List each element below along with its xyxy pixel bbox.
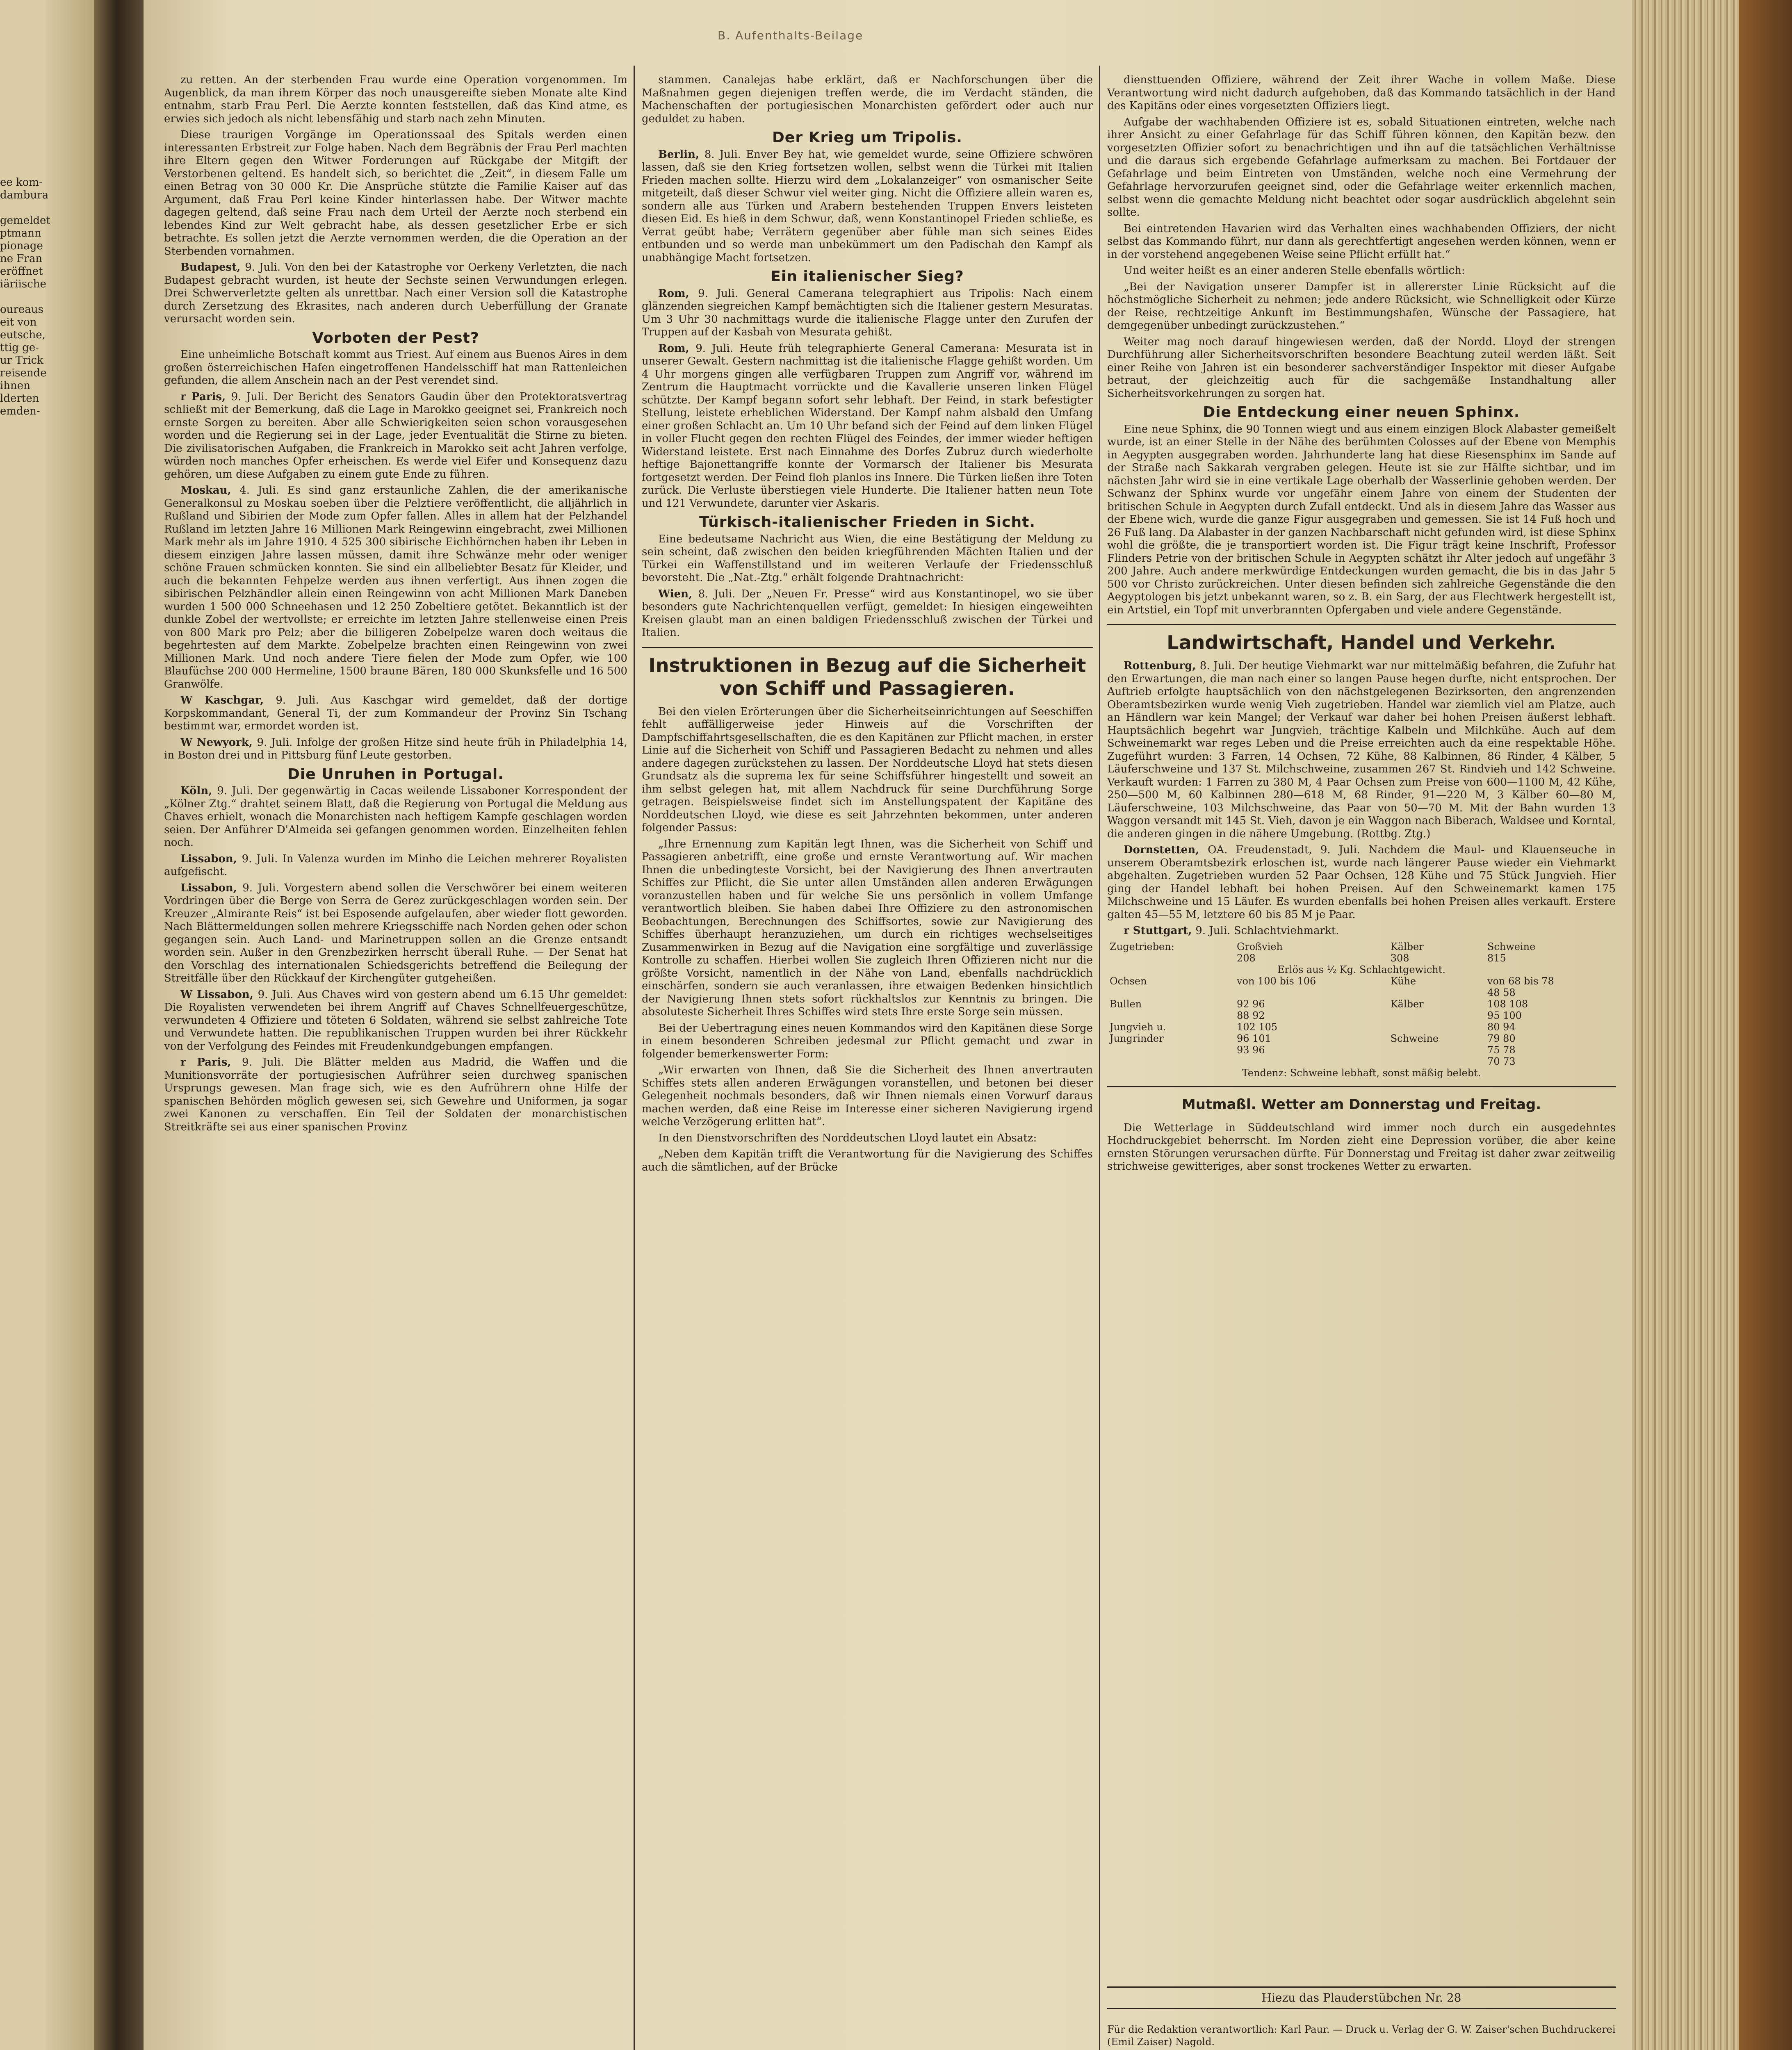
text: 9. Juli. Aus Chaves wird von gestern abend um 6.15 Uhr gemeldet: Die Royalisten verwendeten bei ihrem Angriff auf Chaves Schnellfeuergeschütze, verwundeten 4 Offiziere und töteten 6 Soldaten, während sie selbst zahlreiche Tote und Verwundete hatten. Die republikanischen Truppen wurden bei ihrer Rückkehr von der Verfolgung des Feindes mit Freudenkundgebungen empfangen. xyxy=(164,988,627,1052)
text: „Bei der Navigation unserer Dampfer ist in allererster Linie Rücksicht auf die höchstmögliche Sicherheit zu nehmen; jede andere Rücksicht, wie Schnelligkeit oder Kürze der Reise, rechtzeitige Ankunft im Bestimmungshafen, Wünsche der Passagiere, hat demgegenüber unbedingt zurückzustehen.“ xyxy=(1107,280,1616,332)
text: 9. Juli. Vorgestern abend sollen die Verschwörer bei einem weiteren Vordringen über die Berge von Serra de Gerez zurückgeschlagen worden sein. Der Kreuzer „Almirante Reis“ ist bei Esposende aufgelaufen, aber wieder flott geworden. Nach Blättermeldungen sollen mehrere Kriegsschiffe nach Norden gehen oder schon gegangen sein. Auch Land- und Marinetruppen sollen an die Grenze entsandt worden sein. Außer in den Grenzbezirken herrscht überall Ruhe. — Der Senat hat den Vorschlag des internationalen Schiedsgerichts betreffend die Beilegung der Streitfälle über den Rückkauf der Kirchengüter gutgeheißen. xyxy=(164,882,627,984)
article-paragraph xyxy=(164,484,627,691)
supplement-notice: Hiezu das Plauderstübchen Nr. 28 xyxy=(1107,1986,1616,2009)
article-paragraph xyxy=(642,838,1093,1019)
article-paragraph xyxy=(164,74,627,125)
text: Der Krieg um Tripolis. xyxy=(772,129,962,146)
article-paragraph xyxy=(642,1132,1093,1145)
text: Landwirtschaft, Handel und Verkehr. xyxy=(1167,631,1556,654)
dateline: Berlin, xyxy=(658,148,704,161)
article-paragraph xyxy=(164,1056,627,1134)
article-paragraph xyxy=(164,882,627,985)
article-paragraph xyxy=(1107,264,1616,278)
text: „Ihre Ernennung zum Kapitän legt Ihnen, was die Sicherheit von Schiff und Passagieren anbetrifft, eine große und ernste Verantwortung auf. Wir machen Ihnen die unbedingteste Vorsicht, bei der Navigierung des Ihnen anvertrauten Schiffes zur Pflicht, die Sie unter allen Umständen allen anderen Erwägungen voranzustellen haben und für welche Sie uns persönlich in vollem Umfange verantwortlich bleiben. Sie haben dabei Ihre Offiziere zu den astronomischen Beobachtungen, Berechnungen des Schiffsortes, sowie zur Navigierung des Schiffes überhaupt heranzuziehen, um durch ein richtiges wechselseitiges Zusammenwirken in Bezug auf die Navigation eine sorgfältige und zuverlässige Kontrolle zu schaffen. Hierbei wollen Sie zugleich Ihren Offizieren nicht nur die größte Vorsicht, namentlich in der Nähe von Land, ebenfalls nachdrücklich einschärfen, sondern sie auch veranlassen, ihre etwaigen Bedenken hinsichtlich der Navigierung Ihnen stets sofort rückhaltslos zur Kenntnis zu bringen. Die absoluteste Sicherheit Ihres Schiffes wird stets Ihre erste Sorge sein müssen. xyxy=(642,838,1093,1018)
text: „Neben dem Kapitän trifft die Verantwortung für die Navigierung des Schiffes auch die sämtlichen, auf der Brücke xyxy=(642,1148,1093,1173)
dateline: Köln, xyxy=(180,785,217,797)
article-heading xyxy=(1107,624,1616,654)
book-gutter xyxy=(94,0,144,2050)
article-heading xyxy=(164,765,627,783)
article-paragraph xyxy=(642,74,1093,125)
left-page-fragments: ee kom- dambura gemeldet ptmann pionage ne Fran eröffnet iäriische oureaus eit von eutsche, ttig ge- ur Trick reisende ihnen lderten emden- xyxy=(0,176,50,417)
book-cover-edge xyxy=(1739,0,1792,2050)
article-paragraph xyxy=(164,736,627,762)
text: Und weiter heißt es an einer anderen Stelle ebenfalls wörtlich: xyxy=(1124,264,1465,277)
weather-heading: Mutmaßl. Wetter am Donnerstag und Freitag. xyxy=(1107,1086,1616,1116)
text: „Wir erwarten von Ihnen, daß Sie die Sicherheit des Ihnen anvertrauten Schiffes stets allen anderen Erwägungen voranstellen, und betonen bei dieser Gelegenheit nochmals besonders, daß wir Ihnen niemals einen Vorwurf daraus machen werden, daß eine Reise im Interesse einer sicheren Navigierung irgend welche Verzögerung erlitten hat“. xyxy=(642,1064,1093,1128)
text: 8. Juli. Enver Bey hat, wie gemeldet wurde, seine Offiziere schwören lassen, daß sie den Krieg fortsetzen wollen, selbst wenn die Türkei mit Italien Frieden machen sollte. Hierzu wird dem „Lokalanzeiger“ von osmanischer Seite mitgeteilt, daß dieser Schwur viel weiter ging. Nicht die Offiziere allein waren es, sondern alle aus Türken und Arabern bestehenden Truppen Envers leisteten diesen Eid. Es hieß in dem Schwur, daß, wenn Konstantinopel Frieden schließe, es Verrat geübt habe; Verrätern gegenüber aber fühle man sich seines Eides entbunden und so werde man unbekümmert um den Padischah den Kampf als unabhängige Macht fortsetzen. xyxy=(642,148,1093,264)
text: Weiter mag noch darauf hingewiesen werden, daß der Nordd. Lloyd der strengen Durchführung aller Sicherheitsvorschriften besondere Beachtung zuteil werden läßt. Seit einer Reihe von Jahren ist ein besonderer sachverständiger Inspektor mit dieser Aufgabe betraut, der gleichzeitig auch für die sachgemäße Instandhaltung aller Sicherheitsvorkehrungen zu sorgen hat. xyxy=(1107,335,1616,400)
article-paragraph xyxy=(642,1064,1093,1129)
article-heading xyxy=(642,516,1093,529)
column-rule xyxy=(1099,66,1100,2050)
article-paragraph xyxy=(642,148,1093,265)
article-heading xyxy=(1107,406,1616,419)
text: 8. Juli. Der heutige Viehmarkt war nur mittelmäßig befahren, die Zufuhr hat den Erwartungen, die man nach einer so langen Pause hegen durfte, nicht entsprochen. Der Auftrieb erfolgte hauptsächlich von den nächstgelegenen Bezirksorten, den angrenzenden Oberamtsbezirken wurde wenig Vieh zugetrieben. Handel war ziemlich viel am Platze, auch an Händlern war kein Mangel; der Verkauf war daher bei hohen Preisen äußerst lebhaft. Hauptsächlich begehrt war Jungvieh, trächtige Kalbeln und Milchkühe. Auch auf dem Schweinemarkt war reges Leben und die Preise erreichten auch da eine respektable Höhe. Zugeführt wurden: 3 Farren, 14 Ochsen, 72 Kühe, 88 Kalbinnen, 86 Rinder, 4 Kälber, 5 Läuferschweine und 137 St. Milchschweine, zusammen 267 St. Rindvieh und 142 Schweine. Verkauft wurden: 1 Farren zu 380 M, 4 Paar Ochsen zum Preise von 600—1100 M, 42 Kühe, 250—500 M, 60 Kalbinnen 280—618 M, 68 Rinder, 91—220 M, 3 Kälber 60—80 M, Läuferschweine, 103 Milchschweine, das Paar von 50—70 M. Mit der Bahn wurden 13 Waggon versandt mit 145 St. Vieh, davon je ein Waggon nach Biberach, Waldsee und Korntal, die anderen gingen in die nähere Umgebung. (Rottbg. Ztg.) xyxy=(1107,660,1616,840)
text: Diese traurigen Vorgänge im Operationssaal des Spitals werden einen interessanten Erbstreit zur Folge haben. Nach dem Begräbnis der Frau Perl machten ihre Eltern gegen den Witwer Forderungen auf Rückgabe der Mitgift der Verstorbenen geltend. Es handelt sich, so berichtet die „Zeit“, in diesem Falle um einen Betrag von 30 000 Kr. Die Ansprüche stützte die Familie Kaiser auf das Argument, daß Frau Perl keine Kinder hinterlassen habe. Der Witwer machte dagegen geltend, daß seine Frau nach dem Urteil der Aerzte noch sterbend ein lebendes Kind zur Welt gebracht habe, als dessen gesetzlicher Erbe er sich betrachte. Es sollen jetzt die Aerzte vernommen werden, die die Operation an der Sterbenden vornahmen. xyxy=(164,129,627,257)
text: 9. Juli. Schlachtviehmarkt. xyxy=(1195,925,1339,937)
dateline: Budapest, xyxy=(180,261,245,273)
text: Aufgabe der wachhabenden Offiziere ist es, sobald Situationen eintreten, welche nach ihrer Ansicht zu einer Gefahrlage für das Schiff führen können, den Kapitän bezw. den vorgesetzten Offizier sofort zu benachrichtigen und ihn auf die tatsächlichen Verhältnisse und die daraus sich ergebende Gefahrlage aufmerksam zu machen. Bei Fortdauer der Gefahrlage und beim Eintreten von Umständen, welche noch eine Vermehrung der Gefahrlage hervorzurufen geeignet sind, oder die Gefahrlage weiter erkennlich machen, selbst wenn die gemachte Meldung nicht beachtet oder sogar ausdrücklich abgelehnt sein sollte. xyxy=(1107,116,1616,219)
text: 9. Juli. Die Blätter melden aus Madrid, die Waffen und die Munitionsvorräte der portugiesischen Aufrührer seien durchweg spanischen Ursprungs gewesen. Man frage sich, wie es den Aufrührern ohne Hilfe der spanischen Behörden möglich gewesen sei, sich Gewehre und Uniformen, ja sogar zwei Kanonen zu verschaffen. Ein Teil der Soldaten der monarchistischen Streitkräfte sei aus einer spanischen Provinz xyxy=(164,1056,627,1133)
text: 8. Juli. Der „Neuen Fr. Presse“ wird aus Konstantinopel, wo sie über besonders gute Nachrichtenquellen verfügt, gemeldet: In hiesigen eingeweihten Kreisen glaubt man an einen baldigen Friedensschluß zwischen der Türkei und Italien. xyxy=(642,588,1093,639)
article-paragraph xyxy=(1107,223,1616,262)
dateline: Rottenburg, xyxy=(1124,660,1200,672)
article-paragraph xyxy=(164,853,627,879)
dateline: Rom, xyxy=(658,342,696,355)
article-paragraph xyxy=(642,1022,1093,1061)
newspaper-page xyxy=(144,0,1632,2050)
article-paragraph xyxy=(1107,281,1616,333)
text: 9. Juli. Infolge der großen Hitze sind heute früh in Philadelphia 14, in Boston drei und in Pittsburg fünf Leute gestorben. xyxy=(164,736,627,761)
article-paragraph xyxy=(642,342,1093,510)
article-paragraph xyxy=(164,391,627,481)
dateline: r Stuttgart, xyxy=(1124,925,1196,937)
text: Instruktionen in Bezug auf die Sicherheit von Schiff und Passagieren. xyxy=(648,654,1086,699)
article-paragraph xyxy=(164,348,627,387)
dateline: W Newyork, xyxy=(180,736,257,749)
dateline: Lissabon, xyxy=(180,882,243,894)
text: 9. Juli. Der gegenwärtig in Cacas weilende Lissaboner Korrespondent der „Kölner Ztg.“ drahtet seinem Blatt, daß die Regierung von Portugal die Meldung aus Chaves erhielt, wonach die Monarchisten nach heftigem Kampfe geschlagen worden seien. Der Anführer D'Almeida sei gefangen genommen worden. Einzelheiten fehlen noch. xyxy=(164,785,627,849)
article-paragraph xyxy=(1107,660,1616,840)
article-paragraph xyxy=(164,785,627,850)
article-paragraph xyxy=(642,287,1093,339)
text: Eine bedeutsame Nachricht aus Wien, die eine Bestätigung der Meldung zu sein scheint, daß zwischen den beiden kriegführenden Mächten Italien und der Türkei ein Waffenstillstand und im weiteren Verlaufe der Friedensschluß bevorsteht. Die „Nat.-Ztg.“ erhält folgende Drahtnachricht: xyxy=(642,533,1093,584)
article-paragraph xyxy=(164,261,627,326)
running-title: B. Aufenthalts-Beilage xyxy=(718,29,864,42)
text: Bei der Uebertragung eines neuen Kommandos wird den Kapitänen diese Sorge in einem besonderen Schreiben jedesmal zur Pflicht gemacht und zwar in folgender bemerkenswerter Form: xyxy=(642,1022,1093,1060)
text: stammen. Canalejas habe erklärt, daß er Nachforschungen über die Maßnahmen gegen diejenigen treffen werde, die im Verdacht ständen, die Machenschaften der portugiesischen Monarchisten gefördert oder auch nur geduldet zu haben. xyxy=(642,74,1093,125)
article-paragraph xyxy=(1107,423,1616,617)
left-page xyxy=(0,0,94,2050)
column-3 xyxy=(1107,74,1616,1980)
dateline: r Paris, xyxy=(180,390,231,403)
weather-forecast: Die Wetterlage in Süddeutschland wird immer noch durch ein ausgedehntes Hochdruckgebiet beherrscht. Im Norden zieht eine Depression vorüber, die aber keine ernsten Störungen verursachen dürfte. Für Donnerstag und Freitag ist daher zwar zeitweilig strichweise gewitteriges, aber sonst trockenes Wetter zu erwarten. xyxy=(1107,1121,1616,1173)
column-rule xyxy=(634,66,635,2050)
article-heading xyxy=(642,270,1093,283)
text: Ein italienischer Sieg? xyxy=(771,268,964,285)
article-paragraph xyxy=(164,694,627,733)
column-2 xyxy=(642,74,1093,2050)
dateline: Lissabon, xyxy=(180,852,242,865)
column-1 xyxy=(164,74,627,2050)
text: zu retten. An der sterbenden Frau wurde eine Operation vorgenommen. Im Augenblick, da man ihrem Körper das noch unausgereifte sieben Monate alte Kind entnahm, starb Frau Perl. Die Aerzte konnten feststellen, daß das Kind atme, es erwies sich jedoch als nicht lebensfähig und starb nach zehn Minuten. xyxy=(164,74,627,125)
imprint: Für die Redaktion verantwortlich: Karl Paur. — Druck u. Verlag der G. W. Zaiser'schen Buchdruckerei (Emil Zaiser) Nagold. xyxy=(1107,2024,1616,2048)
text: 9. Juli. Von den bei der Katastrophe vor Oerkeny Verletzten, die nach Budapest gebracht wurden, ist heute der Sechste seinen Verwundungen erlegen. Drei Schwerverletzte gelten als unrettbar. Nach einer Version soll die Katastrophe durch Zersetzung des Ekrasites, nach anderen durch Ueberfüllung der Granate verursacht worden sein. xyxy=(164,261,627,325)
article-paragraph xyxy=(164,989,627,1053)
article-heading xyxy=(642,131,1093,144)
text: 9. Juli. In Valenza wurden im Minho die Leichen mehrerer Royalisten aufgefischt. xyxy=(164,852,627,878)
dateline: Moskau, xyxy=(180,484,240,497)
text: 9. Juli. Aus Kaschgar wird gemeldet, daß der dortige Korpskommandant, General Ti, der zum Kommandeur der Provinz Sin Tschang bestimmt war, ermordet worden ist. xyxy=(164,694,627,732)
text: Vorboten der Pest? xyxy=(312,329,479,346)
article-paragraph xyxy=(642,1148,1093,1174)
text: 9. Juli. Heute früh telegraphierte General Camerana: Mesurata ist in unserer Gewalt. Gestern nachmittag ist die italienische Flagge gehißt worden. Um 4 Uhr morgens gingen alle verfügbaren Truppen zum Angriff vor, während im Zentrum die Hauptmacht vorrückte und die Kavallerie unseren linken Flügel schützte. Der Kampf begann sofort sehr lebhaft. Der Feind, in stark befestigter Stellung, leistete erheblichen Widerstand. Der Kampf nahm alsbald den Umfang einer großen Schlacht an. Um 10 Uhr befand sich der Feind auf dem linken Flügel in voller Flucht gegen den rechten Flügel des Feindes, der immer wieder heftigen Widerstand leistete. Erst nach Einnahme des Dorfes Zubruz durch wiederholte heftige Bajonettangriffe konnte der Vormarsch der Italiener bis Mesurata fortgesetzt werden. Der Feind floh planlos ins Innere. Die Türken ließen ihre Toten zurück. Die Verluste überstiegen viele Hunderte. Die Italiener hatten neun Tote und 121 Verwundete, darunter vier Askaris. xyxy=(642,342,1093,510)
text: diensttuenden Offiziere, während der Zeit ihrer Wache in vollem Maße. Diese Verantwortung wird nicht dadurch aufgehoben, daß das Kommando tatsächlich in der Hand des Kapitäns oder eines vorgesetzten Offiziers liegt. xyxy=(1107,74,1616,112)
article-paragraph xyxy=(642,706,1093,835)
article-paragraph xyxy=(642,588,1093,640)
text: Türkisch-italienischer Frieden in Sicht. xyxy=(699,514,1035,531)
article-paragraph xyxy=(164,129,627,258)
text: Bei eintretenden Havarien wird das Verhalten eines wachhabenden Offiziers, der nicht selbst das Kommando führt, nur dann als gerechtfertigt angesehen werden können, wenn er in der vorstehend angegebenen Weise seine Pflicht erfüllt hat.“ xyxy=(1107,222,1616,261)
text: 4. Juli. Es sind ganz erstaunliche Zahlen, die der amerikanische Generalkonsul zu Moskau soeben über die Pelztiere veröffentlicht, die alljährlich in Rußland und Sibirien der Mode zum Opfer fallen. Alles in allem hat der Pelzhandel Rußland im letzten Jahre 16 Millionen Mark Reingewinn eingebracht, zwei Millionen Mark mehr als im Jahre 1910. 4 525 300 sibirische Eichhörnchen haben ihr Leben in diesem einzigen Jahre lassen müssen, damit ihre Schwänze mehr oder weniger schöne Frauen schmücken konnten. Sie sind ein allbeliebter Besatz für Kleider, und auch die bekannten Fehpelze werden aus ihnen verfertigt. Aus ihnen zogen die sibirischen Pelzhändler allein einen Reingewinn von acht Millionen Mark Daneben wurden 1 500 000 Schneehasen und 12 250 Zobeltiere getötet. Bekanntlich ist der dunkle Zobel der wertvollste; er erreichte im letzten Jahre stellenweise einen Preis von 800 Mark pro Pelz; aber die billigeren Zobelpelze waren doch weitaus die begehrtesten auf dem Markte. Zobelpelze brachten einen Reingewinn von zwei Millionen Mark. Und noch andere Tiere fielen der Mode zum Opfer, wie 100 Blaufüchse 200 000 Hermeline, 1500 braune Bären, 180 000 Skunksfelle und 16 500 Granwölfe. xyxy=(164,484,627,690)
text: Die Unruhen in Portugal. xyxy=(287,765,504,783)
article-paragraph xyxy=(1107,844,1616,921)
text: Bei den vielen Erörterungen über die Sicherheitseinrichtungen auf Seeschiffen fehlt auffälligerweise jeder Hinweis auf die Vorschriften der Dampfschiffahrtsgesellschaften, die es den Kapitänen zur Pflicht machen, in erster Linie auf die Sicherheit von Schiff und Passagieren Bedacht zu nehmen und alles andere dagegen zurückstehen zu lassen. Der Norddeutsche Lloyd hat stets diesen Grundsatz als die suprema lex für seine Schiffsführer hingestellt und soweit an ihm selbst gelegen hat, mit allem Nachdruck für seine Durchführung Sorge getragen. Beispielsweise findet sich im Anstellungspatent der Kapitäne des Norddeutschen Lloyd, wie diese es seit Jahrzehnten bekommen, unter anderen folgender Passus: xyxy=(642,705,1093,834)
article-paragraph xyxy=(1107,116,1616,219)
article-paragraph xyxy=(1107,336,1616,401)
dateline: W Lissabon, xyxy=(180,988,258,1001)
text: 9. Juli. Der Bericht des Senators Gaudin über den Protektoratsvertrag schließt mit der Bemerkung, daß die Lage in Marokko geeignet sei, Frankreich noch ernste Sorgen zu bereiten. Aber alle Schwierigkeiten seien schon vorausgesehen worden und die Regierung sei in der Lage, jeder Eventualität die Stirne zu bieten. Die zivilisatorischen Aufgaben, die Frankreich in Marokko seit acht Jahren verfolge, würden noch manches Opfer erheischen. Es werde viel Eifer und Konsequenz dazu gehören, um diese Aufgaben zu einem gute Ende zu führen. xyxy=(164,390,627,481)
text: Die Entdeckung einer neuen Sphinx. xyxy=(1203,404,1520,421)
text: Eine unheimliche Botschaft kommt aus Triest. Auf einem aus Buenos Aires in dem großen österreichischen Hafen eingetroffenen Handelsschiff hat man Rattenleichen gefunden, die allem Anschein nach an der Pest verendet sind. xyxy=(164,348,627,387)
article-paragraph xyxy=(1107,925,1616,938)
dateline: Rom, xyxy=(658,287,698,300)
text: Eine neue Sphinx, die 90 Tonnen wiegt und aus einem einzigen Block Alabaster gemeißelt wurde, ist an einer Stelle in der Nähe des berühmten Colosses auf der Ebene von Memphis in Aegypten ausgegraben worden. Jahrhunderte lang hat diese Riesensphinx im Sande auf der Straße nach Sakkarah vergraben gelegen. Heute ist sie zur Hälfte sichtbar, und im nächsten Jahr wird sie in eine vertikale Lage oberhalb der Wasserlinie gehoben werden. Der Schwanz der Sphinx wurde vor ungefähr einem Jahre von einem der Studenten der britischen Schule in Aegypten durch Zufall entdeckt. Und als in diesem Jahre das Wasser aus der Ebene wich, wurde die ganze Figur ausgegraben und gemessen. Sie ist 14 Fuß hoch und 26 Fuß lang. Da Alabaster in der ganzen Nachbarschaft nicht gefunden wird, ist diese Sphinx wohl die größte, die je transportiert worden ist. Die Figur trägt keine Inschrift, Professor Flinders Petrie von der britischen Schule in Aegypten schätzt ihr Alter jedoch auf ungefähr 3 200 Jahre. Auch andere merkwürdige Entdeckungen wurden gemacht, die bis in das Jahr 5 500 vor Christo zurückreichen. Unter diesen befinden sich zahlreiche Gegenstände die den Aegyptologen bis jetzt unbekannt waren, so z. B. ein Sarg, der aus Flechtwerk hergestellt ist, ein Artstiel, ein Topf mit unverbrannten Opfergaben und viele andere Gegenstände. xyxy=(1107,423,1616,616)
market-table: Zugetrieben: Großvieh Kälber Schweine 208 308 815 Erlös aus ½ Kg. Schlachtgewicht. Ochsen von 100 bis 106 Kühe von 68 bis 78 48 58 Bullen 92 96 Kälber 108 108 88 92 95 100 Jungvieh u. 102 105 80 94 Jungrinder 96 101 Schweine 79 80 93 96 75 78 70 73 Tendenz: Schweine lebhaft, sonst mäßig belebt. xyxy=(1110,941,1554,1079)
text: OA. Freudenstadt, 9. Juli. Nachdem die Maul- und Klauenseuche in unserem Oberamtsbezirk erloschen ist, wurde nach längerer Pause wieder ein Viehmarkt abgehalten. Zugetrieben wurden 52 Paar Ochsen, 128 Kühe und 75 Stück Jungvieh. Hier ging der Handel lebhaft bei hohen Preisen. Auf den Schweinemarkt kamen 175 Milchschweine und 15 Läufer. Es wurden ebenfalls bei hohen Preisen alles verkauft. Erstere galten 45—55 M, letztere 60 bis 85 M je Paar. xyxy=(1107,844,1616,921)
dateline: Dornstetten, xyxy=(1124,844,1208,856)
text: In den Dienstvorschriften des Norddeutschen Lloyd lautet ein Absatz: xyxy=(658,1132,1037,1144)
dateline: W Kaschgar, xyxy=(180,694,276,706)
article-heading xyxy=(642,647,1093,700)
article-heading xyxy=(164,329,627,346)
article-paragraph xyxy=(1107,74,1616,113)
text: 9. Juli. General Camerana telegraphiert aus Tripolis: Nach einem glänzenden siegreichen Kampf bemächtigten sich die Italiener gestern Mesuratas. Um 3 Uhr 30 nachmittags wurde die italienische Flagge unter den Zurufen der Truppen auf der Kasbah von Mesurata gehißt. xyxy=(642,287,1093,338)
dateline: r Paris, xyxy=(180,1056,242,1068)
dateline: Wien, xyxy=(658,588,698,600)
article-paragraph xyxy=(642,533,1093,585)
